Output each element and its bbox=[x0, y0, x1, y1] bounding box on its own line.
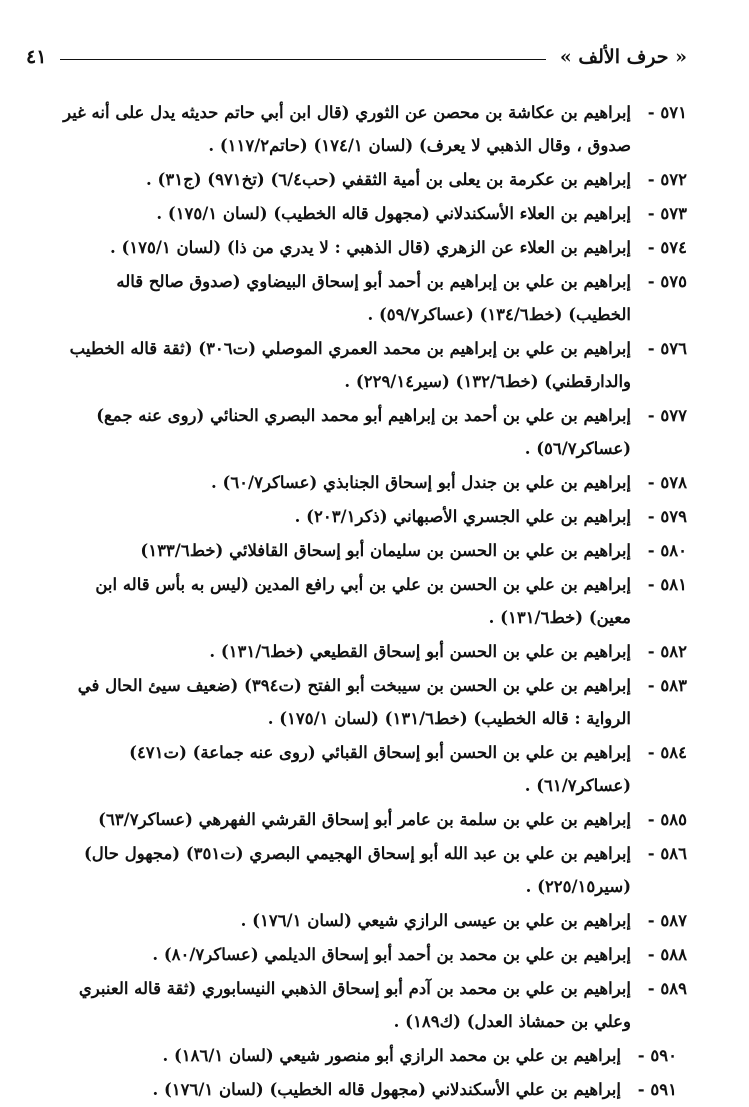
entry-text: إبراهيم بن عكاشة بن محصن عن الثوري (قال ابن أبي حاتم حديثه يدل على أنه غير صدوق ، وقال الذهبي لا يعرف) (لسان ١٧٤/١) (حاتم١١٧/٢) . bbox=[63, 103, 631, 155]
entry-item bbox=[52, 635, 687, 668]
entry-number-wrap bbox=[631, 231, 687, 264]
page-header bbox=[26, 40, 687, 74]
entry-text: إبراهيم بن العلاء عن الزهري (قال الذهبي : لا يدري من ذا) (لسان ١٧٥/١) . bbox=[109, 238, 631, 257]
entry-number: ٥٨٦ bbox=[660, 844, 687, 863]
entry-number: ٥٧٥ bbox=[660, 272, 687, 291]
entry-number-wrap bbox=[631, 938, 687, 971]
entry-text: إبراهيم بن علي بن محمد بن أحمد أبو إسحاق الديلمي (عساكر٨٠/٧) . bbox=[152, 945, 631, 964]
entry-dash: - bbox=[647, 743, 655, 762]
entry-item bbox=[52, 96, 687, 162]
entry-dash: - bbox=[647, 103, 655, 122]
entry-text: إبراهيم بن علي بن عبد الله أبو إسحاق الهجيمي البصري (ت٣٥١) (مجهول حال) (سير٢٢٥/١٥) . bbox=[83, 844, 631, 896]
entry-dash: - bbox=[647, 911, 655, 930]
entry-number-wrap bbox=[631, 197, 687, 230]
entry-text: إبراهيم بن علي بن الحسن أبو إسحاق القطيعي (خط١٣١/٦) . bbox=[209, 642, 631, 661]
entry-text: إبراهيم بن علي بن الحسن بن سيبخت أبو الفتح (ت٣٩٤) (ضعيف سيئ الحال في الرواية : قاله الخطيب) (خط١٣١/٦) (لسان ١٧٥/١) . bbox=[77, 676, 631, 728]
entry-number-wrap bbox=[631, 399, 687, 432]
entry-item bbox=[52, 231, 687, 264]
entry-number-wrap bbox=[631, 669, 687, 702]
entry-item bbox=[52, 332, 687, 398]
entry-number-wrap bbox=[631, 904, 687, 937]
entry-text: إبراهيم بن علي الأسكندلاني (مجهول قاله الخطيب) (لسان ١٧٦/١) . bbox=[152, 1080, 621, 1099]
entry-text: إبراهيم بن العلاء الأسكندلاني (مجهول قاله الخطيب) (لسان ١٧٥/١) . bbox=[156, 204, 631, 223]
entry-dash: - bbox=[647, 844, 655, 863]
entry-number-wrap bbox=[631, 534, 687, 567]
entry-number-wrap bbox=[631, 163, 687, 196]
entry-dash: - bbox=[647, 810, 655, 829]
entry-text: إبراهيم بن علي بن إبراهيم بن أحمد أبو إسحاق البيضاوي (صدوق صالح قاله الخطيب) (خط١٣٤/٦) (عساكر٥٩/٧) . bbox=[116, 272, 631, 324]
entry-number-wrap bbox=[631, 837, 687, 870]
entry-dash: - bbox=[637, 1046, 645, 1065]
entry-number-wrap bbox=[631, 736, 687, 769]
entry-text: إبراهيم بن علي بن عيسى الرازي شيعي (لسان ١٧٦/١) . bbox=[240, 911, 631, 930]
entry-dash: - bbox=[647, 575, 655, 594]
entry-number-wrap bbox=[631, 466, 687, 499]
entry-number-wrap bbox=[631, 568, 687, 601]
entry-number: ٥٨٧ bbox=[660, 911, 687, 930]
entry-item bbox=[52, 803, 687, 836]
entry-text: إبراهيم بن علي بن أحمد بن إبراهيم أبو محمد البصري الحنائي (روى عنه جمع) (عساكر٥٦/٧) . bbox=[96, 406, 631, 458]
entry-text: إبراهيم بن علي بن جندل أبو إسحاق الجنابذي (عساكر٦٠/٧) . bbox=[211, 473, 631, 492]
entry-text: إبراهيم بن عكرمة بن يعلى بن أمية الثقفي (حب٦/٤) (تخ٩٧١) (ج٣١) . bbox=[146, 170, 631, 189]
entry-text: إبراهيم بن علي بن الحسن بن سليمان أبو إسحاق القافلائي (خط١٣٣/٦) bbox=[140, 541, 631, 560]
entry-item bbox=[52, 1073, 687, 1106]
entry-number: ٥٩١ bbox=[650, 1080, 677, 1099]
entry-dash: - bbox=[647, 473, 655, 492]
entry-number-wrap bbox=[631, 265, 687, 298]
entry-item bbox=[52, 500, 687, 533]
entry-number: ٥٨١ bbox=[660, 575, 687, 594]
entry-number: ٥٧١ bbox=[660, 103, 687, 122]
entry-number: ٥٧٦ bbox=[660, 339, 687, 358]
entry-number: ٥٨٨ bbox=[660, 945, 687, 964]
entry-number-wrap bbox=[621, 1039, 677, 1072]
entry-dash: - bbox=[637, 1080, 645, 1099]
entry-dash: - bbox=[647, 979, 655, 998]
entry-number: ٥٧٧ bbox=[660, 406, 687, 425]
entry-item bbox=[52, 736, 687, 802]
entry-number: ٥٨٠ bbox=[660, 541, 687, 560]
entry-item bbox=[52, 1039, 687, 1072]
entry-number: ٥٧٤ bbox=[660, 238, 687, 257]
entry-number: ٥٨٥ bbox=[660, 810, 687, 829]
entry-dash: - bbox=[647, 204, 655, 223]
entry-item bbox=[52, 837, 687, 903]
entry-item bbox=[52, 399, 687, 465]
entry-text: إبراهيم بن علي بن محمد الرازي أبو منصور شيعي (لسان ١٨٦/١) . bbox=[162, 1046, 621, 1065]
entry-number: ٥٧٢ bbox=[660, 170, 687, 189]
entry-dash: - bbox=[647, 642, 655, 661]
entry-dash: - bbox=[647, 507, 655, 526]
entry-dash: - bbox=[647, 676, 655, 695]
entry-item bbox=[52, 568, 687, 634]
entry-dash: - bbox=[647, 238, 655, 257]
entry-dash: - bbox=[647, 406, 655, 425]
entry-number: ٥٨٣ bbox=[660, 676, 687, 695]
entry-number: ٥٨٤ bbox=[660, 743, 687, 762]
entry-text: إبراهيم بن علي بن الحسن أبو إسحاق القبائي (روى عنه جماعة) (ت٤٧١) (عساكر٦١/٧) . bbox=[129, 743, 631, 795]
entry-item bbox=[52, 265, 687, 331]
entry-number-wrap bbox=[631, 500, 687, 533]
entry-number-wrap bbox=[631, 803, 687, 836]
entry-number: ٥٧٨ bbox=[660, 473, 687, 492]
entry-number-wrap bbox=[631, 96, 687, 129]
entry-number-wrap bbox=[621, 1073, 677, 1106]
entry-item bbox=[52, 534, 687, 567]
entry-dash: - bbox=[647, 339, 655, 358]
entry-dash: - bbox=[647, 170, 655, 189]
entry-text: إبراهيم بن علي بن الحسن بن علي بن أبي رافع المدين (ليس به بأس قاله ابن معين) (خط١٣١/٦) . bbox=[95, 575, 631, 627]
entry-item bbox=[52, 466, 687, 499]
entry-text: إبراهيم بن علي الجسري الأصبهاني (ذكر٢٠٣/١) . bbox=[294, 507, 631, 526]
running-title: « حرف الألف » bbox=[559, 46, 687, 68]
entry-number: ٥٨٢ bbox=[660, 642, 687, 661]
entry-number-wrap bbox=[631, 332, 687, 365]
entry-number: ٥٧٩ bbox=[660, 507, 687, 526]
entry-item bbox=[52, 669, 687, 735]
entry-number-wrap bbox=[631, 972, 687, 1005]
entry-item bbox=[52, 972, 687, 1038]
page-number: ٤١ bbox=[26, 46, 47, 68]
entry-dash: - bbox=[647, 541, 655, 560]
entry-text: إبراهيم بن علي بن سلمة بن عامر أبو إسحاق القرشي الفهرهي (عساكر٦٣/٧) bbox=[98, 810, 631, 829]
entry-number: ٥٧٣ bbox=[660, 204, 687, 223]
entry-number-wrap bbox=[631, 635, 687, 668]
entry-text: إبراهيم بن علي بن محمد بن آدم أبو إسحاق الذهبي النيسابوري (ثقة قاله العنبري وعلي بن حمشاذ العدل) (ك١٨٩) . bbox=[78, 979, 631, 1031]
entry-dash: - bbox=[647, 272, 655, 291]
entry-item bbox=[52, 904, 687, 937]
header-rule bbox=[60, 59, 545, 60]
entry-number: ٥٩٠ bbox=[650, 1046, 677, 1065]
entry-text: إبراهيم بن علي بن إبراهيم بن محمد العمري الموصلي (ت٣٠٦) (ثقة قاله الخطيب والدارقطني) (خط١٣٢/٦) (سير٢٢٩/١٤) . bbox=[69, 339, 631, 391]
entry-number: ٥٨٩ bbox=[660, 979, 687, 998]
entry-item bbox=[52, 197, 687, 230]
entry-item bbox=[52, 163, 687, 196]
entry-item bbox=[52, 938, 687, 971]
entry-list bbox=[52, 96, 687, 1107]
entry-dash: - bbox=[647, 945, 655, 964]
